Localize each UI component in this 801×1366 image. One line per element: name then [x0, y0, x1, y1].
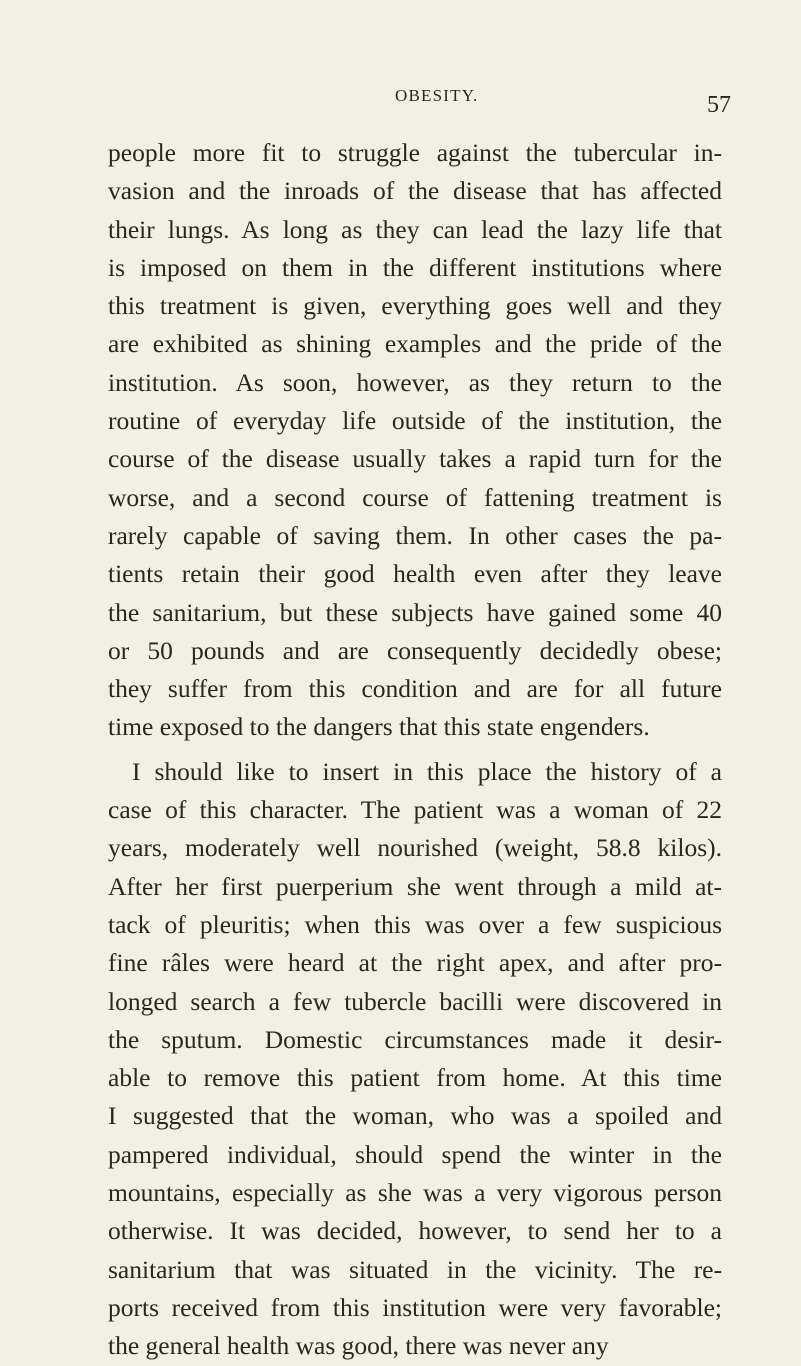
text-line: I suggested that the woman, who was a spoiled and	[108, 1101, 722, 1131]
text-line: worse, and a second course of fattening treatment is	[108, 482, 722, 512]
text-line: they suffer from this condition and are for all future	[108, 674, 722, 704]
text-line: is imposed on them in the different institutions where	[108, 252, 722, 282]
text-line: their lungs. As long as they can lead the lazy life that	[108, 214, 722, 244]
text-line: I should like to insert in this place the history of a	[132, 756, 722, 786]
text-line: fine râles were heard at the right apex, and after pro-	[108, 948, 722, 978]
text-line: are exhibited as shining examples and the pride of the	[108, 329, 722, 359]
text-line: years, moderately well nourished (weight, 58.8 kilos).	[108, 833, 722, 863]
text-line: vasion and the inroads of the disease that has affected	[108, 176, 722, 206]
text-line: mountains, especially as she was a very vigorous person	[108, 1178, 722, 1208]
text-line: sanitarium that was situated in the vicinity. The re-	[108, 1254, 722, 1284]
text-line: or 50 pounds and are consequently decidedly obese;	[108, 635, 722, 665]
text-line: this treatment is given, everything goes well and they	[108, 291, 722, 321]
text-line: longed search a few tubercle bacilli were discovered in	[108, 986, 722, 1016]
text-line: course of the disease usually takes a rapid turn for the	[108, 444, 722, 474]
text-line: rarely capable of saving them. In other cases the pa-	[108, 520, 722, 550]
text-line: the sputum. Domestic circumstances made it desir-	[108, 1024, 722, 1054]
text-line: case of this character. The patient was a woman of 22	[108, 795, 722, 825]
text-line: After her first puerperium she went through a mild at-	[108, 871, 722, 901]
text-line: time exposed to the dangers that this state engenders.	[108, 712, 650, 742]
page-number: 57	[707, 92, 731, 118]
text-line: able to remove this patient from home. At this time	[108, 1063, 722, 1093]
text-line: pampered individual, should spend the winter in the	[108, 1139, 722, 1169]
paragraph-2	[108, 753, 722, 1366]
text-line: the general health was good, there was never any	[108, 1331, 609, 1361]
text-line: tack of pleuritis; when this was over a few suspicious	[108, 909, 722, 939]
running-title: OBESITY.	[395, 86, 479, 105]
text-line: institution. As soon, however, as they return to the	[108, 367, 722, 397]
paragraph-1	[108, 134, 722, 747]
body-text	[108, 134, 722, 1366]
text-line: routine of everyday life outside of the institution, the	[108, 406, 722, 436]
text-line: ports received from this institution were very favorable;	[108, 1292, 722, 1322]
text-line: tients retain their good health even after they leave	[108, 559, 722, 589]
text-line: people more fit to struggle against the tubercular in-	[108, 138, 722, 167]
text-line: otherwise. It was decided, however, to send her to a	[108, 1216, 722, 1246]
text-line: the sanitarium, but these subjects have gained some 40	[108, 597, 722, 627]
